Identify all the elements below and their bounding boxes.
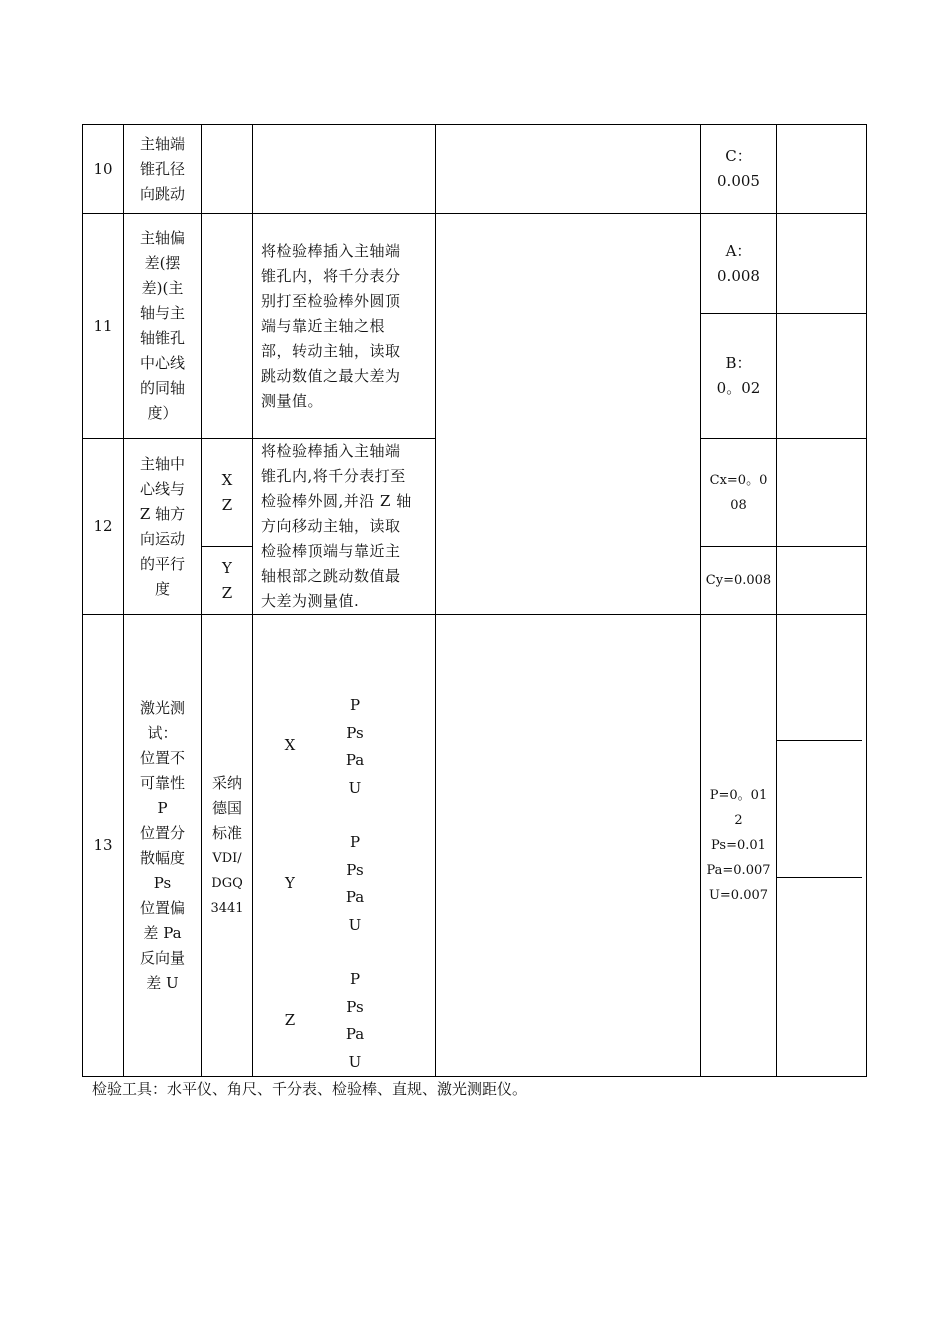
row-11-method-line: 部，转动主轴，读取 — [261, 342, 401, 360]
row-13-axis-y-params — [335, 829, 375, 939]
row-13-item-line: 试： — [147, 723, 178, 742]
row-13-tolerance-line: 2 — [734, 813, 743, 828]
row-12-tolerance-cx-line: 08 — [730, 497, 747, 513]
inspection-tools-note: 检验工具：水平仪、角尺、千分表、检验棒、直规、激光测距仪。 — [92, 1080, 528, 1098]
param-label: U — [348, 778, 362, 797]
row-13-axis-z: Z — [284, 1011, 296, 1029]
row-11-item-line: 轴与主 — [139, 304, 185, 322]
row-11-number: 11 — [93, 316, 113, 335]
row-12-item — [124, 439, 201, 614]
param-label: U — [348, 1052, 362, 1071]
row-10-tolerance — [701, 125, 776, 213]
row-13-item-line: 可靠性 — [139, 773, 185, 792]
param-label: Pa — [345, 888, 365, 906]
row-11-item-line: 的同轴 — [139, 379, 185, 397]
param-label: Ps — [346, 723, 364, 742]
row-10-item-line: 主轴端 — [139, 134, 185, 153]
row-13-axis-y: Y — [285, 874, 295, 892]
row-11-method-line: 测量值。 — [261, 392, 324, 410]
row-11-tolerance-a-line: A： — [725, 241, 752, 260]
row-12-item-line: 度 — [154, 579, 170, 598]
row-10-number: 10 — [93, 159, 113, 178]
row-11-method-line: 锥孔内，将千分表分 — [261, 267, 401, 285]
row-12-axis-label: X — [221, 470, 233, 489]
row-12-method-line: 方向移动主轴，读取 — [261, 517, 401, 535]
row-12-method-line: 检验棒顶端与靠近主 — [261, 542, 401, 560]
row-13-item-line: P — [157, 798, 168, 817]
row-13-standard-line: 德国 — [211, 798, 242, 817]
row-12-method — [261, 439, 429, 614]
row-13-item-line: 差 Pa — [143, 923, 182, 942]
row-11-tolerance-a — [701, 214, 776, 313]
row-13-axis-x-params — [335, 692, 375, 802]
row-11-item-line: 差(摆 — [144, 254, 181, 272]
row-13-axis-x: X — [284, 736, 296, 754]
row-13-item-line: 差 U — [146, 973, 179, 992]
row-13-tolerance-line: P=0。01 — [709, 788, 768, 803]
row-13-item — [124, 615, 201, 1076]
param-label: U — [348, 915, 362, 934]
row-11-method-line: 跳动数值之最大差为 — [261, 367, 401, 385]
row-13-standard — [202, 615, 252, 1076]
row-10-item-line: 向跳动 — [139, 184, 185, 203]
row-11-item-line: 轴锥孔 — [139, 329, 185, 347]
row-13-standard-line: DGQ — [211, 875, 243, 891]
row-11-method-line: 别打至检验棒外圆顶 — [261, 292, 401, 310]
row-12-item-line: 向运动 — [139, 529, 185, 548]
row-12-method-line: 将检验棒插入主轴端 — [261, 442, 401, 460]
row-13-tolerances — [701, 615, 776, 1076]
row-12-axis-label: Z — [221, 583, 233, 602]
row-13-tolerance-line: Ps=0.01 — [711, 838, 766, 853]
row-13-tolerance-line: Pa=0.007 — [706, 863, 771, 878]
row-13-standard-line: 标准 — [211, 823, 242, 842]
row-11-item — [124, 214, 201, 438]
row-12-axis-xz — [202, 439, 252, 546]
row-13-item-line: 位置偏 — [139, 898, 185, 917]
row-13-item-line: 激光测 — [139, 698, 185, 717]
row-12-tolerance-cx — [701, 439, 776, 546]
row-10-item-line: 锥孔径 — [139, 159, 185, 178]
row-13-axis-z-params — [335, 966, 375, 1076]
row-12-item-line: 心线与 — [139, 479, 185, 498]
row-12-method-line: 锥孔内,将千分表打至 — [261, 467, 406, 485]
row-12-method-line: 轴根部之跳动数值最 — [261, 567, 401, 585]
row-13-standard-line: 3441 — [210, 900, 244, 916]
row-13-number: 13 — [93, 836, 113, 854]
row-13-item-line: 位置不 — [139, 748, 185, 767]
row-13-tolerance-line: U=0.007 — [708, 888, 769, 903]
row-11-item-line: 主轴偏 — [139, 229, 185, 247]
row-11-tolerance-b — [701, 314, 776, 438]
row-11-item-line: 中心线 — [139, 354, 185, 372]
row-11-method — [261, 239, 429, 414]
row-12-axis-label: Y — [222, 558, 232, 577]
row-11-item-line: 差)(主 — [141, 279, 184, 297]
row-12-item-line: 的平行 — [139, 554, 185, 573]
param-label: Pa — [345, 1025, 365, 1043]
row-10-item — [124, 125, 201, 213]
row-12-number: 12 — [93, 517, 113, 535]
row-11-method-line: 将检验棒插入主轴端 — [261, 242, 401, 260]
row-11-item-line: 度） — [147, 404, 178, 422]
row-12-axis-yz — [202, 547, 252, 614]
row-12-item-line: 主轴中 — [139, 454, 185, 473]
row-12-method-line: 大差为测量值. — [261, 592, 360, 610]
row-11-tolerance-b-line: B： — [725, 354, 752, 372]
param-label: P — [349, 696, 361, 714]
row-12-tolerance-cx-line: Cx=0。0 — [709, 472, 768, 488]
row-12-method-line: 检验棒外圆,并沿 Z 轴 — [261, 492, 412, 510]
row-13-item-line: 散幅度 — [139, 848, 185, 867]
row-10-tolerance-line: C： — [725, 147, 752, 165]
row-11-tolerance-b-line: 0。02 — [716, 379, 761, 397]
row-13-item-line: Ps — [153, 873, 172, 892]
row-12-item-line: Z 轴方 — [139, 504, 186, 523]
param-label: Pa — [345, 751, 365, 769]
param-label: P — [349, 970, 361, 988]
row-13-item-line: 反向量 — [139, 948, 185, 967]
row-13-item-line: 位置分 — [139, 823, 185, 842]
row-13-standard-line: VDI/ — [212, 850, 242, 866]
row-12-tolerance-cy: Cy=0.008 — [705, 573, 772, 588]
row-11-method-line: 端与靠近主轴之根 — [261, 317, 386, 335]
row-13-standard-line: 采纳 — [211, 773, 242, 792]
param-label: P — [349, 833, 361, 851]
param-label: Ps — [346, 860, 364, 879]
param-label: Ps — [346, 997, 364, 1016]
row-10-tolerance-line: 0.005 — [717, 172, 760, 190]
row-11-tolerance-a-line: 0.008 — [717, 266, 760, 285]
row-12-axis-label: Z — [221, 495, 233, 514]
